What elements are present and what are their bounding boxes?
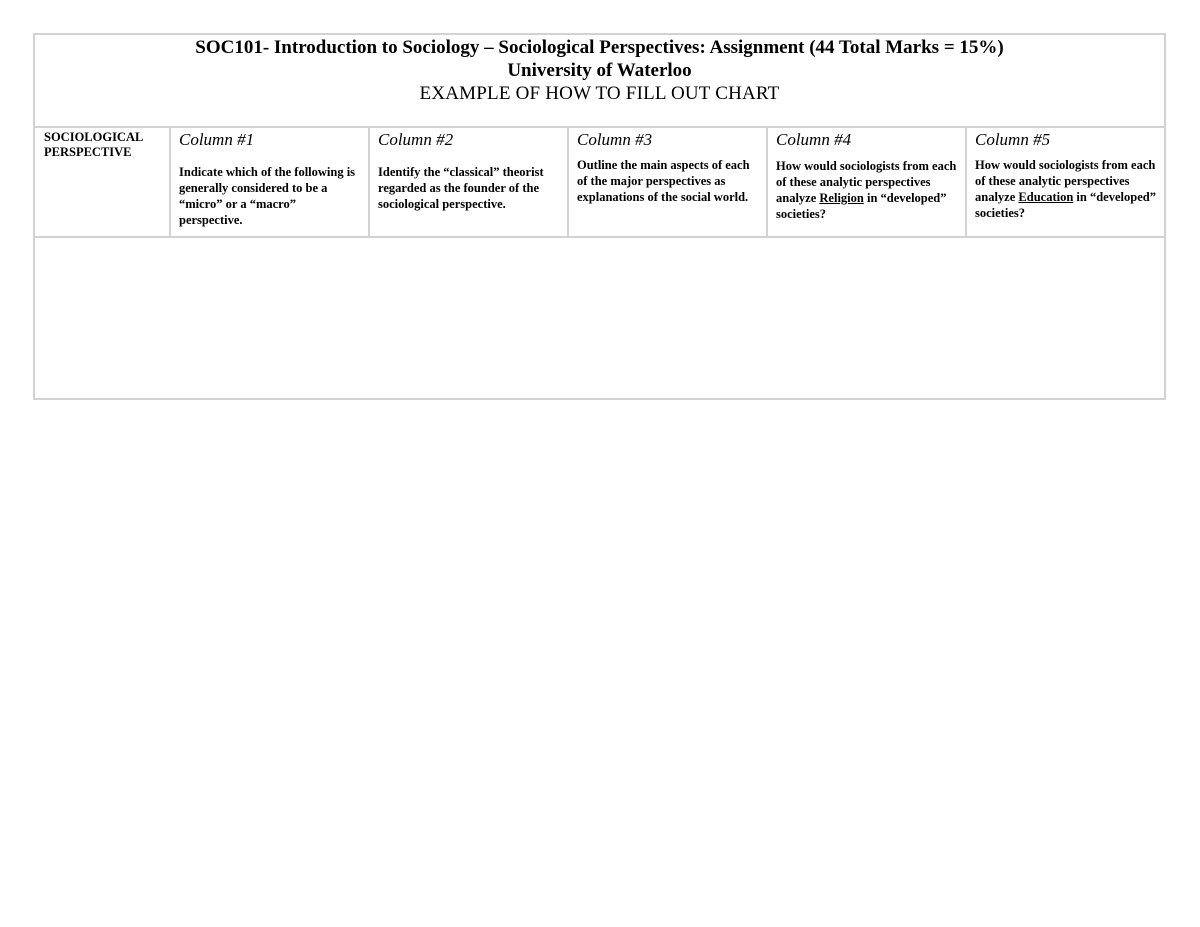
column-4-description-end: in “developed” societies? <box>776 191 947 221</box>
perspective-header-cell <box>34 127 170 237</box>
empty-answer-row <box>34 237 1165 399</box>
column-4-description <box>776 158 959 222</box>
document-page <box>33 33 1164 400</box>
column-5-description <box>975 157 1158 221</box>
column-2-description: Identify the “classical” theorist regarded as the founder of the sociological perspective. <box>378 165 544 211</box>
column-2-header <box>369 127 568 237</box>
assignment-chart <box>33 33 1166 400</box>
empty-answer-cell <box>34 237 1165 399</box>
column-1-description: Indicate which of the following is generally considered to be a “micro” or a “macro” perspective. <box>179 165 356 227</box>
column-3-title: Column #3 <box>577 130 653 149</box>
column-5-title: Column #5 <box>975 130 1051 149</box>
column-5-description-start: How would sociologists from each of these analytic perspectives analyze <box>975 158 1156 204</box>
column-header-row <box>34 127 1165 237</box>
column-4-description-start: How would sociologists from each of these analytic perspectives analyze <box>776 159 957 205</box>
column-3-header <box>568 127 767 237</box>
column-5-header <box>966 127 1165 237</box>
column-2-title: Column #2 <box>378 130 454 149</box>
religion-emphasis: Religion <box>819 191 864 205</box>
perspective-label-line2: PERSPECTIVE <box>44 145 132 159</box>
column-1-header <box>170 127 369 237</box>
column-4-title: Column #4 <box>776 130 852 149</box>
column-4-header <box>767 127 966 237</box>
perspective-label-line1: SOCIOLOGICAL <box>44 130 144 144</box>
assignment-title: SOC101- Introduction to Sociology – Sociological Perspectives: Assignment (44 Total Marks = 15%) <box>195 37 1004 58</box>
column-3-description: Outline the main aspects of each of the major perspectives as explanations of the social world. <box>577 158 750 204</box>
title-cell <box>34 34 1165 127</box>
university-name: University of Waterloo <box>507 60 692 81</box>
chart-subtitle: EXAMPLE OF HOW TO FILL OUT CHART <box>419 83 780 104</box>
title-row <box>34 34 1165 127</box>
education-emphasis: Education <box>1018 190 1074 204</box>
column-5-description-end: in “developed” societies? <box>975 190 1156 220</box>
column-1-title: Column #1 <box>179 130 255 149</box>
